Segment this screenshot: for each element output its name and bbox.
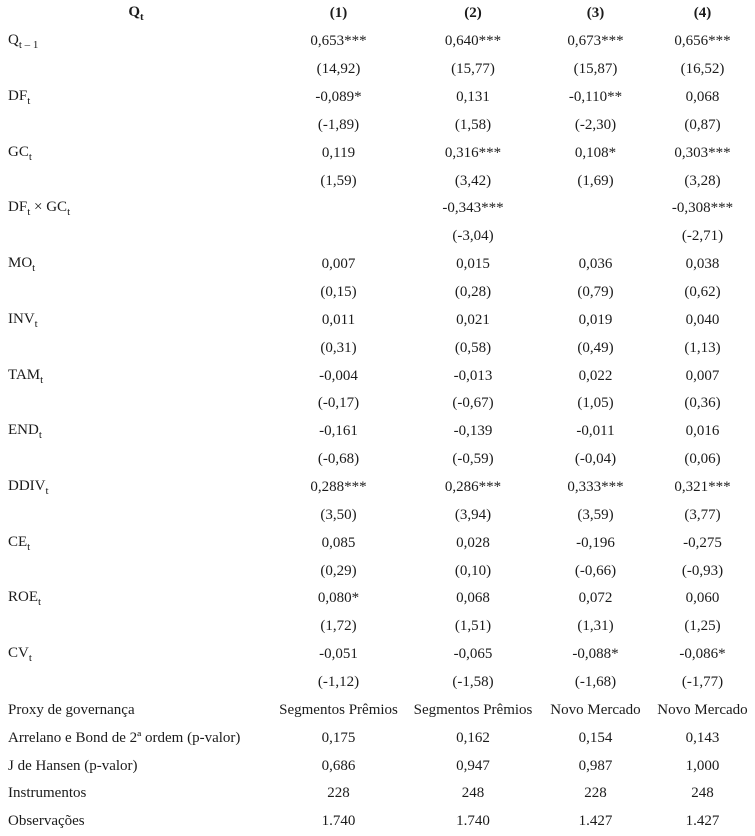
tstat-cell: (-1,58) [452,674,494,691]
coefficient-cell: 0,019 [578,311,613,328]
summary-row-label: Instrumentos [8,785,87,802]
table-header-label [0,4,272,23]
tstat-cell: (-0,17) [317,395,360,412]
tstat-cell: (0,36) [684,395,721,412]
row-label [0,311,272,330]
coefficient-cell: 0,673*** [567,33,624,50]
tstat-cell: (-1,89) [317,116,360,133]
variable-name: DDIV [8,478,46,495]
tstat-cell: (3,59) [577,506,614,523]
tstat-cell: (0,10) [454,562,492,579]
coefficient-cell: -0,065 [453,646,493,663]
summary-value-cell: 1.427 [685,813,720,830]
variable-name: MO [8,255,33,272]
coefficient-cell: -0,275 [683,534,722,551]
coefficient-cell: 0,119 [321,144,356,161]
column-header: (1) [329,5,348,22]
variable-subscript: t [27,206,31,219]
coefficient-cell: 0,011 [321,311,356,328]
coefficient-cell: -0,139 [453,423,493,440]
summary-value-cell: 0,175 [321,729,356,746]
summary-value-cell: 0,162 [456,729,490,746]
tstat-cell: (3,94) [454,506,492,523]
tstat-cell: (0,62) [684,284,721,301]
variable-subscript: t [27,540,31,553]
coefficient-cell: 0,038 [685,256,720,273]
tstat-cell: (15,87) [573,61,618,78]
row-label [0,534,272,553]
coefficient-cell: 0,333*** [567,479,624,496]
variable-name: Q [8,32,19,49]
coefficient-cell: -0,011 [576,423,615,440]
variable-subscript: t [28,652,32,665]
tstat-cell: (-0,93) [681,562,724,579]
coefficient-cell: -0,343*** [442,200,504,217]
row-label [0,199,272,218]
variable-name: GC [8,143,29,160]
variable-name: ROE [8,589,38,606]
coefficient-cell: 0,131 [456,89,490,105]
summary-row-label: Proxy de governança [8,701,135,718]
summary-value-cell: 1,000 [685,757,720,774]
coefficient-cell: 0,656*** [674,33,731,50]
tstat-cell: (3,42) [454,172,492,189]
summary-value-cell: 1.740 [321,813,356,830]
tstat-cell: (-2,30) [574,116,617,133]
coefficient-cell: 0,072 [578,590,613,607]
variable-subscript: t [40,373,44,386]
coefficient-cell: 0,653*** [310,33,367,50]
coefficient-cell: -0,013 [453,367,493,384]
coefficient-cell: 0,015 [456,256,490,273]
variable-name: INV [8,310,35,327]
coefficient-cell: 0,007 [321,256,356,273]
column-header: (4) [693,5,712,22]
tstat-cell: (1,58) [454,116,492,133]
summary-value-cell: 248 [461,785,485,802]
variable-subscript: t [32,262,36,275]
variable-name: CE [8,533,28,550]
variable-name: DF [8,199,28,216]
summary-value-cell: 0,686 [321,757,356,774]
tstat-cell: (14,92) [316,61,361,78]
row-label [0,478,272,497]
coefficient-cell: 0,036 [578,256,613,273]
coefficient-cell: -0,051 [319,646,358,663]
tstat-cell: (0,29) [320,562,357,579]
coefficient-cell: 0,108* [574,144,617,161]
column-header: (2) [464,5,482,22]
tstat-cell: (-1,77) [681,674,724,691]
coefficient-cell: 0,060 [685,590,720,607]
variable-subscript: t – 1 [18,39,39,52]
summary-value-cell: Segmentos Prêmios [279,701,398,718]
coefficient-cell: 0,286*** [444,479,502,496]
tstat-cell: (-0,04) [574,451,617,468]
coefficient-cell: 0,068 [456,590,490,607]
coefficient-cell: -0,308*** [671,200,734,217]
summary-value-cell: 228 [327,785,350,802]
coefficient-cell: 0,080* [317,590,360,607]
variable-subscript: t [45,485,49,498]
summary-value-cell: 0,987 [578,757,613,774]
variable-subscript: t [140,11,144,24]
row-label [0,422,272,441]
summary-value-cell: Novo Mercado [550,701,641,718]
summary-value-cell: 228 [584,785,607,802]
row-label [0,144,272,163]
tstat-cell: (-0,66) [574,562,617,579]
tstat-cell: (-1,12) [317,674,360,691]
variable-name: CV [8,645,29,662]
summary-value-cell: Novo Mercado [657,701,748,718]
coefficient-cell: -0,004 [319,367,358,384]
summary-value-cell: 0,947 [456,757,490,774]
coefficient-cell: 0,007 [685,367,720,384]
coefficient-cell: -0,088* [572,646,619,663]
summary-value-cell: 1.740 [456,813,490,830]
variable-subscript: t [38,596,42,609]
tstat-cell: (0,79) [577,284,614,301]
coefficient-cell: 0,040 [685,311,720,328]
coefficient-cell: 0,028 [456,534,490,551]
tstat-cell: (15,77) [451,61,495,78]
tstat-cell: (1,69) [577,172,614,189]
coefficient-cell: 0,016 [685,423,720,440]
variable-name: × [30,199,47,216]
row-label [0,589,272,608]
tstat-cell: (-2,71) [681,228,724,245]
variable-subscript: t [67,206,71,219]
tstat-cell: (0,15) [320,284,357,301]
coefficient-cell: 0,085 [321,534,356,551]
coefficient-cell: 0,640*** [444,33,502,50]
tstat-cell: (0,28) [454,284,492,301]
coefficient-cell: 0,022 [578,367,613,384]
tstat-cell: (1,72) [320,618,357,635]
tstat-cell: (0,49) [577,339,614,356]
tstat-cell: (0,58) [454,339,492,356]
coefficient-cell: 0,316*** [444,144,502,161]
variable-name: DF [8,88,28,104]
summary-value-cell: 0,143 [685,729,720,746]
coefficient-cell: 0,321*** [674,479,731,496]
tstat-cell: (3,77) [684,506,721,523]
row-label [0,255,272,274]
tstat-cell: (3,28) [684,172,721,189]
row-label [0,88,272,107]
summary-row-label: Observações [8,813,85,830]
row-label [0,645,272,664]
tstat-cell: (0,06) [684,451,721,468]
tstat-cell: (0,87) [684,116,721,133]
variable-subscript: t [28,150,32,163]
coefficient-cell: 0,303*** [674,144,731,161]
coefficient-cell: 0,068 [685,89,720,105]
tstat-cell: (-0,68) [317,451,360,468]
tstat-cell: (3,50) [320,506,357,523]
summary-value-cell: Segmentos Prêmios [413,701,533,718]
summary-value-cell: 0,154 [578,729,613,746]
variable-name: TAM [8,366,41,383]
tstat-cell: (1,51) [454,618,492,635]
variable-subscript: t [34,317,38,330]
tstat-cell: (0,31) [320,339,357,356]
coefficient-cell: 0,021 [456,311,490,328]
coefficient-cell: -0,161 [319,423,358,440]
tstat-cell: (16,52) [680,61,725,78]
summary-value-cell: 248 [691,785,714,802]
row-label [0,367,272,386]
variable-name: END [8,422,39,439]
coefficient-cell: -0,086* [679,646,726,663]
tstat-cell: (1,25) [684,618,721,635]
tstat-cell: (1,05) [577,395,614,412]
tstat-cell: (-1,68) [574,674,617,691]
summary-row-label: J de Hansen (p-valor) [8,757,138,774]
variable-name: GC [46,199,68,216]
variable-subscript: t [38,429,42,442]
coefficient-cell: -0,089* [315,89,362,105]
tstat-cell: (-0,67) [452,395,494,412]
coefficient-cell: -0,196 [576,534,615,551]
column-header: (3) [586,5,605,22]
coefficient-cell: -0,110** [568,89,623,105]
tstat-cell: (1,31) [577,618,614,635]
row-label [0,32,272,51]
summary-row-label: Arrelano e Bond de 2ª ordem (p-valor) [8,729,241,746]
tstat-cell: (-3,04) [452,228,494,245]
tstat-cell: (1,59) [320,172,357,189]
summary-value-cell: 1.427 [578,813,613,830]
variable-subscript: t [27,95,31,107]
tstat-cell: (-0,59) [452,451,494,468]
tstat-cell: (1,13) [684,339,721,356]
variable-name: Q [128,4,140,21]
coefficient-cell: 0,288*** [310,479,367,496]
